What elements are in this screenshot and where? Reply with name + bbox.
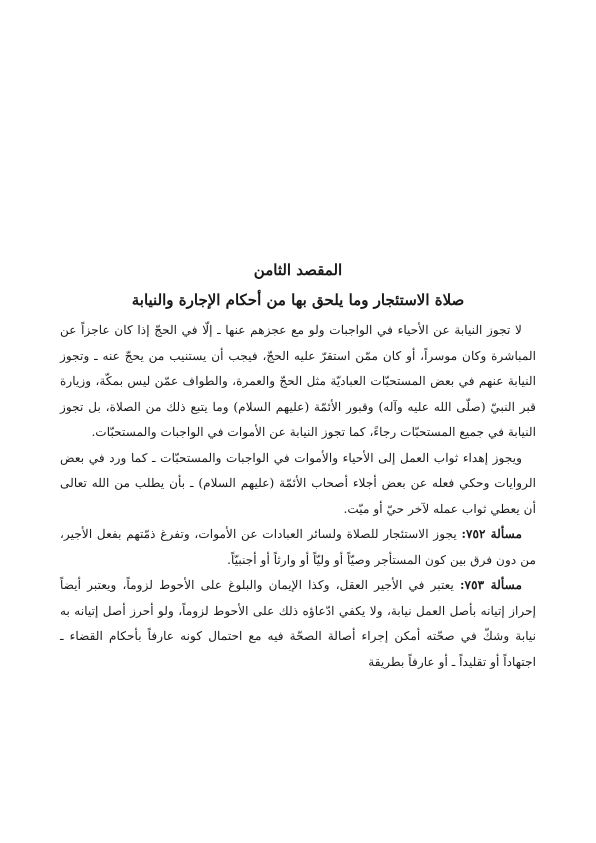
- issue-label: مسألة ٧٥٢:: [461, 527, 522, 541]
- paragraph: [60, 446, 536, 523]
- section-title: المقصد الثامن: [253, 261, 343, 279]
- issue-label: مسألة ٧٥٣:: [460, 578, 523, 592]
- heading-block: [60, 258, 536, 312]
- paragraph: [60, 318, 536, 446]
- paragraph-text: يجوز الاستئجار للصلاة ولسائر العبادات عن الأموات، وتفرغ ذمّتهم بفعل الأجير، من دون فرق بين كون المستأجر وصيّاً أو وليّاً أو وارثاً أو أجنبيّاً.: [60, 527, 536, 567]
- paragraph-text: يعتبر في الأجير العقل، وكذا الإيمان والبلوغ على الأحوط لزوماً، ويعتبر أيضاً إحراز إتيانه بأصل العمل نيابة، ولا يكفي ادّعاؤه ذلك على الأحوط لزوماً، ولو أحرز أصل إتيانه به نيابة وشكّ في صحّته أمكن إجراء أصالة الصحّة فيه مع احتمال كونه عارفاً بأحكام القضاء ـ اجتهاداً أو تقليداً ـ أو عارفاً بطريقة: [60, 578, 536, 669]
- issue-paragraph: [60, 573, 536, 675]
- paragraph-text: لا تجوز النيابة عن الأحياء في الواجبات ولو مع عجزهم عنها ـ إلّا في الحجّ إذا كان عاجزاً عن المباشرة وكان موسراً، أو كان ممّن استقرّ عليه الحجّ، فيجب أن يستنيب من يحجّ عنه ـ وتجوز النيابة عنهم في بعض المستحبّات العباديّة مثل الحجّ والعمرة، والطواف عمّن ليس بمكّة، وزيارة قبر النبيّ (صلّى الله عليه وآله) وقبور الأئمّة (عليهم السلام) وما يتبع ذلك من الصلاة، بل تجوز النيابة في جميع المستحبّات رجاءً، كما تجوز النيابة عن الأموات في الواجبات والمستحبّات.: [60, 323, 536, 439]
- issue-paragraph: [60, 522, 536, 573]
- paragraph-text: ويجوز إهداء ثواب العمل إلى الأحياء والأموات في الواجبات والمستحبّات ـ كما ورد في بعض الروايات وحكي فعله عن بعض أجلاء أصحاب الأئمّة (عليهم السلام) ـ بأن يطلب من الله تعالى أن يعطي ثواب عمله لآخر حيّ أو ميّت.: [60, 450, 536, 516]
- chapter-title: صلاة الاستئجار وما يلحق بها من أحكام الإجارة والنيابة: [131, 291, 465, 309]
- body-text: [60, 318, 536, 675]
